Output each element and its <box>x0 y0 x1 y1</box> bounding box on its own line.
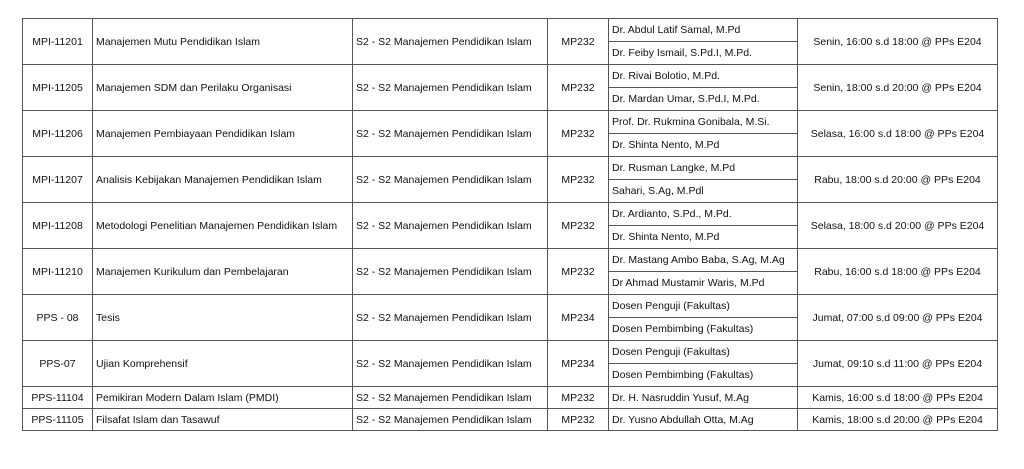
table-row <box>23 295 998 318</box>
program-cell: S2 - S2 Manajemen Pendidikan Islam <box>353 111 548 157</box>
room-code-cell: MP234 <box>548 295 609 341</box>
course-code-cell: MPI-11206 <box>23 111 93 157</box>
room-code-cell: MP232 <box>548 111 609 157</box>
schedule-cell: Rabu, 18:00 s.d 20:00 @ PPs E204 <box>798 157 998 203</box>
course-code-cell: MPI-11207 <box>23 157 93 203</box>
table-row <box>23 387 998 409</box>
lecturer-cell: Dr. Rusman Langke, M.Pd <box>609 157 798 180</box>
program-cell: S2 - S2 Manajemen Pendidikan Islam <box>353 295 548 341</box>
lecturer-cell: Dr. Shinta Nento, M.Pd <box>609 226 798 249</box>
table-row <box>23 19 998 42</box>
course-name-cell: Tesis <box>93 295 353 341</box>
course-code-cell: MPI-11205 <box>23 65 93 111</box>
program-cell: S2 - S2 Manajemen Pendidikan Islam <box>353 249 548 295</box>
lecturer-cell: Dr. Yusno Abdullah Otta, M.Ag <box>609 409 798 431</box>
course-code-cell: MPI-11201 <box>23 19 93 65</box>
course-name-cell: Manajemen Mutu Pendidikan Islam <box>93 19 353 65</box>
course-name-cell: Ujian Komprehensif <box>93 341 353 387</box>
lecturer-cell: Dosen Penguji (Fakultas) <box>609 341 798 364</box>
room-code-cell: MP232 <box>548 157 609 203</box>
course-name-cell: Manajemen Pembiayaan Pendidikan Islam <box>93 111 353 157</box>
lecturer-cell: Dosen Pembimbing (Fakultas) <box>609 364 798 387</box>
lecturer-cell: Dosen Pembimbing (Fakultas) <box>609 318 798 341</box>
course-name-cell: Filsafat Islam dan Tasawuf <box>93 409 353 431</box>
course-code-cell: MPI-11208 <box>23 203 93 249</box>
course-code-cell: PPS-07 <box>23 341 93 387</box>
program-cell: S2 - S2 Manajemen Pendidikan Islam <box>353 341 548 387</box>
lecturer-cell: Dr. Feiby Ismail, S.Pd.I, M.Pd. <box>609 42 798 65</box>
lecturer-cell: Dosen Penguji (Fakultas) <box>609 295 798 318</box>
table-row <box>23 341 998 364</box>
table-row <box>23 249 998 272</box>
table-row <box>23 111 998 134</box>
table-row <box>23 157 998 180</box>
room-code-cell: MP232 <box>548 203 609 249</box>
course-name-cell: Analisis Kebijakan Manajemen Pendidikan Islam <box>93 157 353 203</box>
course-name-cell: Manajemen SDM dan Perilaku Organisasi <box>93 65 353 111</box>
room-code-cell: MP232 <box>548 19 609 65</box>
schedule-cell: Jumat, 07:00 s.d 09:00 @ PPs E204 <box>798 295 998 341</box>
course-name-cell: Metodologi Penelitian Manajemen Pendidikan Islam <box>93 203 353 249</box>
course-code-cell: PPS-11105 <box>23 409 93 431</box>
lecturer-cell: Dr. H. Nasruddin Yusuf, M.Ag <box>609 387 798 409</box>
course-code-cell: PPS-11104 <box>23 387 93 409</box>
table-row <box>23 203 998 226</box>
room-code-cell: MP232 <box>548 249 609 295</box>
table-row <box>23 409 998 431</box>
program-cell: S2 - S2 Manajemen Pendidikan Islam <box>353 409 548 431</box>
schedule-cell: Senin, 18:00 s.d 20:00 @ PPs E204 <box>798 65 998 111</box>
room-code-cell: MP232 <box>548 409 609 431</box>
schedule-cell: Rabu, 16:00 s.d 18:00 @ PPs E204 <box>798 249 998 295</box>
lecturer-cell: Dr. Shinta Nento, M.Pd <box>609 134 798 157</box>
schedule-cell: Senin, 16:00 s.d 18:00 @ PPs E204 <box>798 19 998 65</box>
lecturer-cell: Sahari, S.Ag, M.Pdl <box>609 180 798 203</box>
room-code-cell: MP232 <box>548 387 609 409</box>
schedule-cell: Selasa, 16:00 s.d 18:00 @ PPs E204 <box>798 111 998 157</box>
course-code-cell: MPI-11210 <box>23 249 93 295</box>
lecturer-cell: Dr. Abdul Latif Samal, M.Pd <box>609 19 798 42</box>
lecturer-cell: Dr. Rivai Bolotio, M.Pd. <box>609 65 798 88</box>
program-cell: S2 - S2 Manajemen Pendidikan Islam <box>353 203 548 249</box>
room-code-cell: MP232 <box>548 65 609 111</box>
course-name-cell: Manajemen Kurikulum dan Pembelajaran <box>93 249 353 295</box>
course-name-cell: Pemikiran Modern Dalam Islam (PMDI) <box>93 387 353 409</box>
lecturer-cell: Prof. Dr. Rukmina Gonibala, M.Si. <box>609 111 798 134</box>
lecturer-cell: Dr. Mardan Umar, S.Pd.I, M.Pd. <box>609 88 798 111</box>
table-row <box>23 65 998 88</box>
schedule-cell: Selasa, 18:00 s.d 20:00 @ PPs E204 <box>798 203 998 249</box>
schedule-table-body <box>23 19 998 431</box>
program-cell: S2 - S2 Manajemen Pendidikan Islam <box>353 387 548 409</box>
schedule-cell: Kamis, 16:00 s.d 18:00 @ PPs E204 <box>798 387 998 409</box>
schedule-cell: Jumat, 09:10 s.d 11:00 @ PPs E204 <box>798 341 998 387</box>
program-cell: S2 - S2 Manajemen Pendidikan Islam <box>353 65 548 111</box>
program-cell: S2 - S2 Manajemen Pendidikan Islam <box>353 19 548 65</box>
lecturer-cell: Dr. Ardianto, S.Pd., M.Pd. <box>609 203 798 226</box>
lecturer-cell: Dr. Mastang Ambo Baba, S.Ag, M.Ag <box>609 249 798 272</box>
lecturer-cell: Dr Ahmad Mustamir Waris, M.Pd <box>609 272 798 295</box>
schedule-cell: Kamis, 18:00 s.d 20:00 @ PPs E204 <box>798 409 998 431</box>
room-code-cell: MP234 <box>548 341 609 387</box>
program-cell: S2 - S2 Manajemen Pendidikan Islam <box>353 157 548 203</box>
schedule-table <box>22 18 998 431</box>
course-code-cell: PPS - 08 <box>23 295 93 341</box>
